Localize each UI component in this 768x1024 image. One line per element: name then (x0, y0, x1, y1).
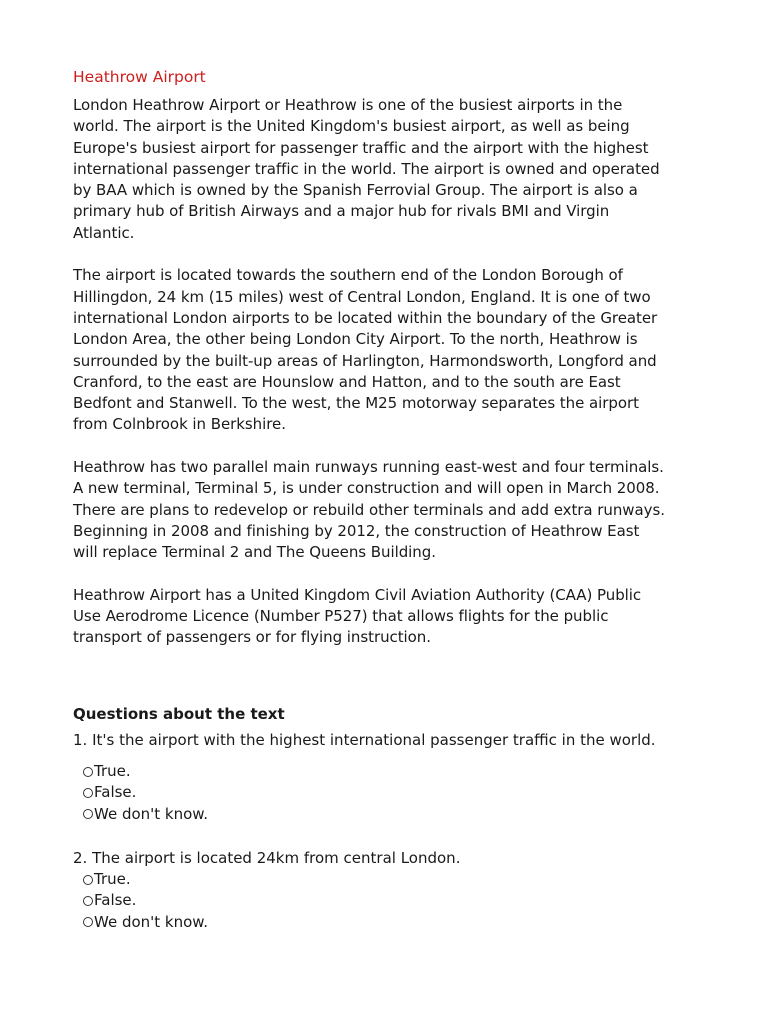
paragraph-1 (73, 95, 713, 244)
paragraph-line: Bedfont and Stanwell. To the west, the M25 motorway separates the airport (73, 394, 639, 413)
paragraph-line: Europe's busiest airport for passenger traffic and the airport with the highest (73, 138, 649, 157)
paragraph-line: from Colnbrook in Berkshire. (73, 415, 286, 434)
paragraph-line: transport of passengers or for flying instruction. (73, 628, 431, 647)
paragraph-line: The airport is located towards the southern end of the London Borough of (73, 266, 623, 285)
option-dont-know[interactable] (83, 804, 713, 825)
question-2 (73, 847, 713, 933)
paragraph-line: Heathrow Airport has a United Kingdom Civil Aviation Authority (CAA) Public (73, 585, 642, 604)
paragraph-line: primary hub of British Airways and a major hub for rivals BMI and Virgin (73, 202, 610, 221)
option-label: True. (94, 870, 131, 888)
paragraph-line: Heathrow has two parallel main runways running east-west and four terminals. (73, 458, 664, 477)
radio-icon[interactable] (83, 875, 93, 885)
radio-icon[interactable] (83, 767, 93, 777)
option-label: True. (94, 762, 131, 780)
option-dont-know[interactable] (83, 912, 713, 933)
radio-icon[interactable] (83, 788, 93, 798)
questions-heading: Questions about the text (73, 705, 285, 723)
radio-icon[interactable] (83, 896, 93, 906)
option-false[interactable] (83, 890, 713, 911)
paragraph-line: Beginning in 2008 and finishing by 2012, the construction of Heathrow East (73, 521, 640, 540)
option-false[interactable] (83, 782, 713, 803)
question-text: 1. It's the airport with the highest international passenger traffic in the world. (73, 731, 656, 749)
radio-icon[interactable] (83, 917, 93, 927)
document-title: Heathrow Airport (73, 68, 206, 86)
paragraph-line: London Area, the other being London City Airport. To the north, Heathrow is (73, 330, 638, 349)
paragraph-line: international London airports to be located within the boundary of the Greater (73, 308, 658, 327)
answer-options (73, 869, 713, 933)
option-label: False. (94, 783, 137, 802)
paragraph-line: by BAA which is owned by the Spanish Ferrovial Group. The airport is also a (73, 181, 638, 200)
radio-icon[interactable] (83, 809, 93, 819)
paragraph-line: There are plans to redevelop or rebuild other terminals and add extra runways. (73, 500, 665, 519)
paragraph-line: Cranford, to the east are Hounslow and Hatton, and to the south are East (73, 372, 621, 391)
paragraph-line: will replace Terminal 2 and The Queens Building. (73, 543, 436, 562)
paragraph-line: international passenger traffic in the world. The airport is owned and operated (73, 159, 660, 178)
paragraph-line: Use Aerodrome Licence (Number P527) that allows flights for the public (73, 607, 609, 626)
paragraph-3 (73, 457, 713, 563)
option-true[interactable] (83, 761, 713, 782)
document-page (73, 66, 713, 931)
paragraph-line: London Heathrow Airport or Heathrow is one of the busiest airports in the (73, 96, 623, 114)
answer-options (73, 761, 713, 825)
paragraph-line: world. The airport is the United Kingdom's busiest airport, as well as being (73, 117, 630, 136)
option-true[interactable] (83, 869, 713, 890)
paragraph-line: Hillingdon, 24 km (15 miles) west of Central London, England. It is one of two (73, 287, 651, 306)
option-label: We don't know. (94, 912, 208, 931)
question-text: 2. The airport is located 24km from central London. (73, 849, 461, 867)
paragraph-line: A new terminal, Terminal 5, is under construction and will open in March 2008. (73, 479, 660, 498)
paragraph-line: Atlantic. (73, 223, 135, 242)
option-label: We don't know. (94, 804, 208, 823)
question-1 (73, 729, 713, 825)
paragraph-4 (73, 585, 713, 649)
paragraph-line: surrounded by the built-up areas of Harlington, Harmondsworth, Longford and (73, 351, 657, 370)
paragraph-2 (73, 265, 713, 435)
option-label: False. (94, 891, 137, 910)
